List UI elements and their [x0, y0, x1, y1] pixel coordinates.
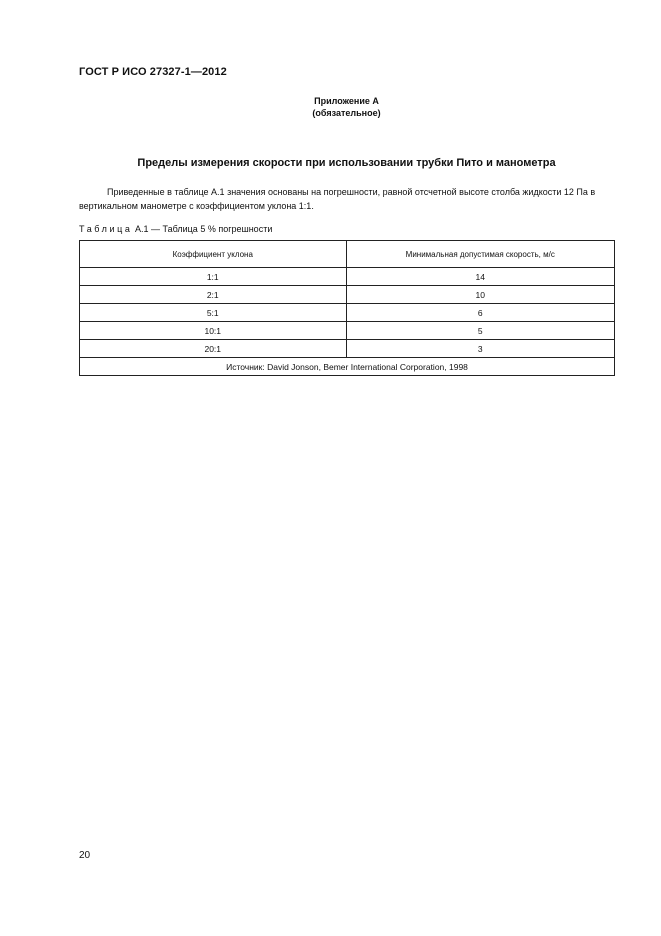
cell-min-speed: 5	[346, 322, 615, 340]
cell-min-speed: 14	[346, 268, 615, 286]
table-row	[80, 304, 615, 322]
table-row	[80, 286, 615, 304]
table-header-row	[80, 241, 615, 268]
cell-min-speed: 3	[346, 340, 615, 358]
table-caption	[79, 224, 272, 234]
cell-slope: 2:1	[80, 286, 347, 304]
document-code: ГОСТ Р ИСО 27327-1—2012	[79, 66, 227, 78]
table-row	[80, 340, 615, 358]
appendix-title: Приложение А	[314, 96, 379, 106]
cell-min-speed: 10	[346, 286, 615, 304]
section-title: Пределы измерения скорости при использовании трубки Пито и манометра	[137, 157, 556, 169]
page-number: 20	[79, 850, 91, 861]
table-caption-label: Таблица	[79, 224, 133, 234]
table-caption-text: А.1 — Таблица 5 % погрешности	[135, 224, 273, 234]
table-source: Источник: David Jonson, Bemer International Corporation, 1998	[80, 358, 615, 376]
appendix-status: (обязательное)	[312, 108, 381, 118]
cell-min-speed: 6	[346, 304, 615, 322]
cell-slope: 10:1	[80, 322, 347, 340]
table-row	[80, 322, 615, 340]
cell-slope: 1:1	[80, 268, 347, 286]
body-paragraph: Приведенные в таблице А.1 значения основаны на погрешности, равной отсчетной высоте столба жидкости 12 Па в вертикальном манометре с коэффициентом уклона 1:1.	[79, 187, 596, 211]
cell-slope: 5:1	[80, 304, 347, 322]
column-header-min-speed: Минимальная допустимая скорость, м/с	[346, 241, 615, 268]
table-row	[80, 268, 615, 286]
cell-slope: 20:1	[80, 340, 347, 358]
table-source-row	[80, 358, 615, 376]
data-table	[79, 240, 615, 376]
column-header-slope: Коэффициент уклона	[80, 241, 347, 268]
